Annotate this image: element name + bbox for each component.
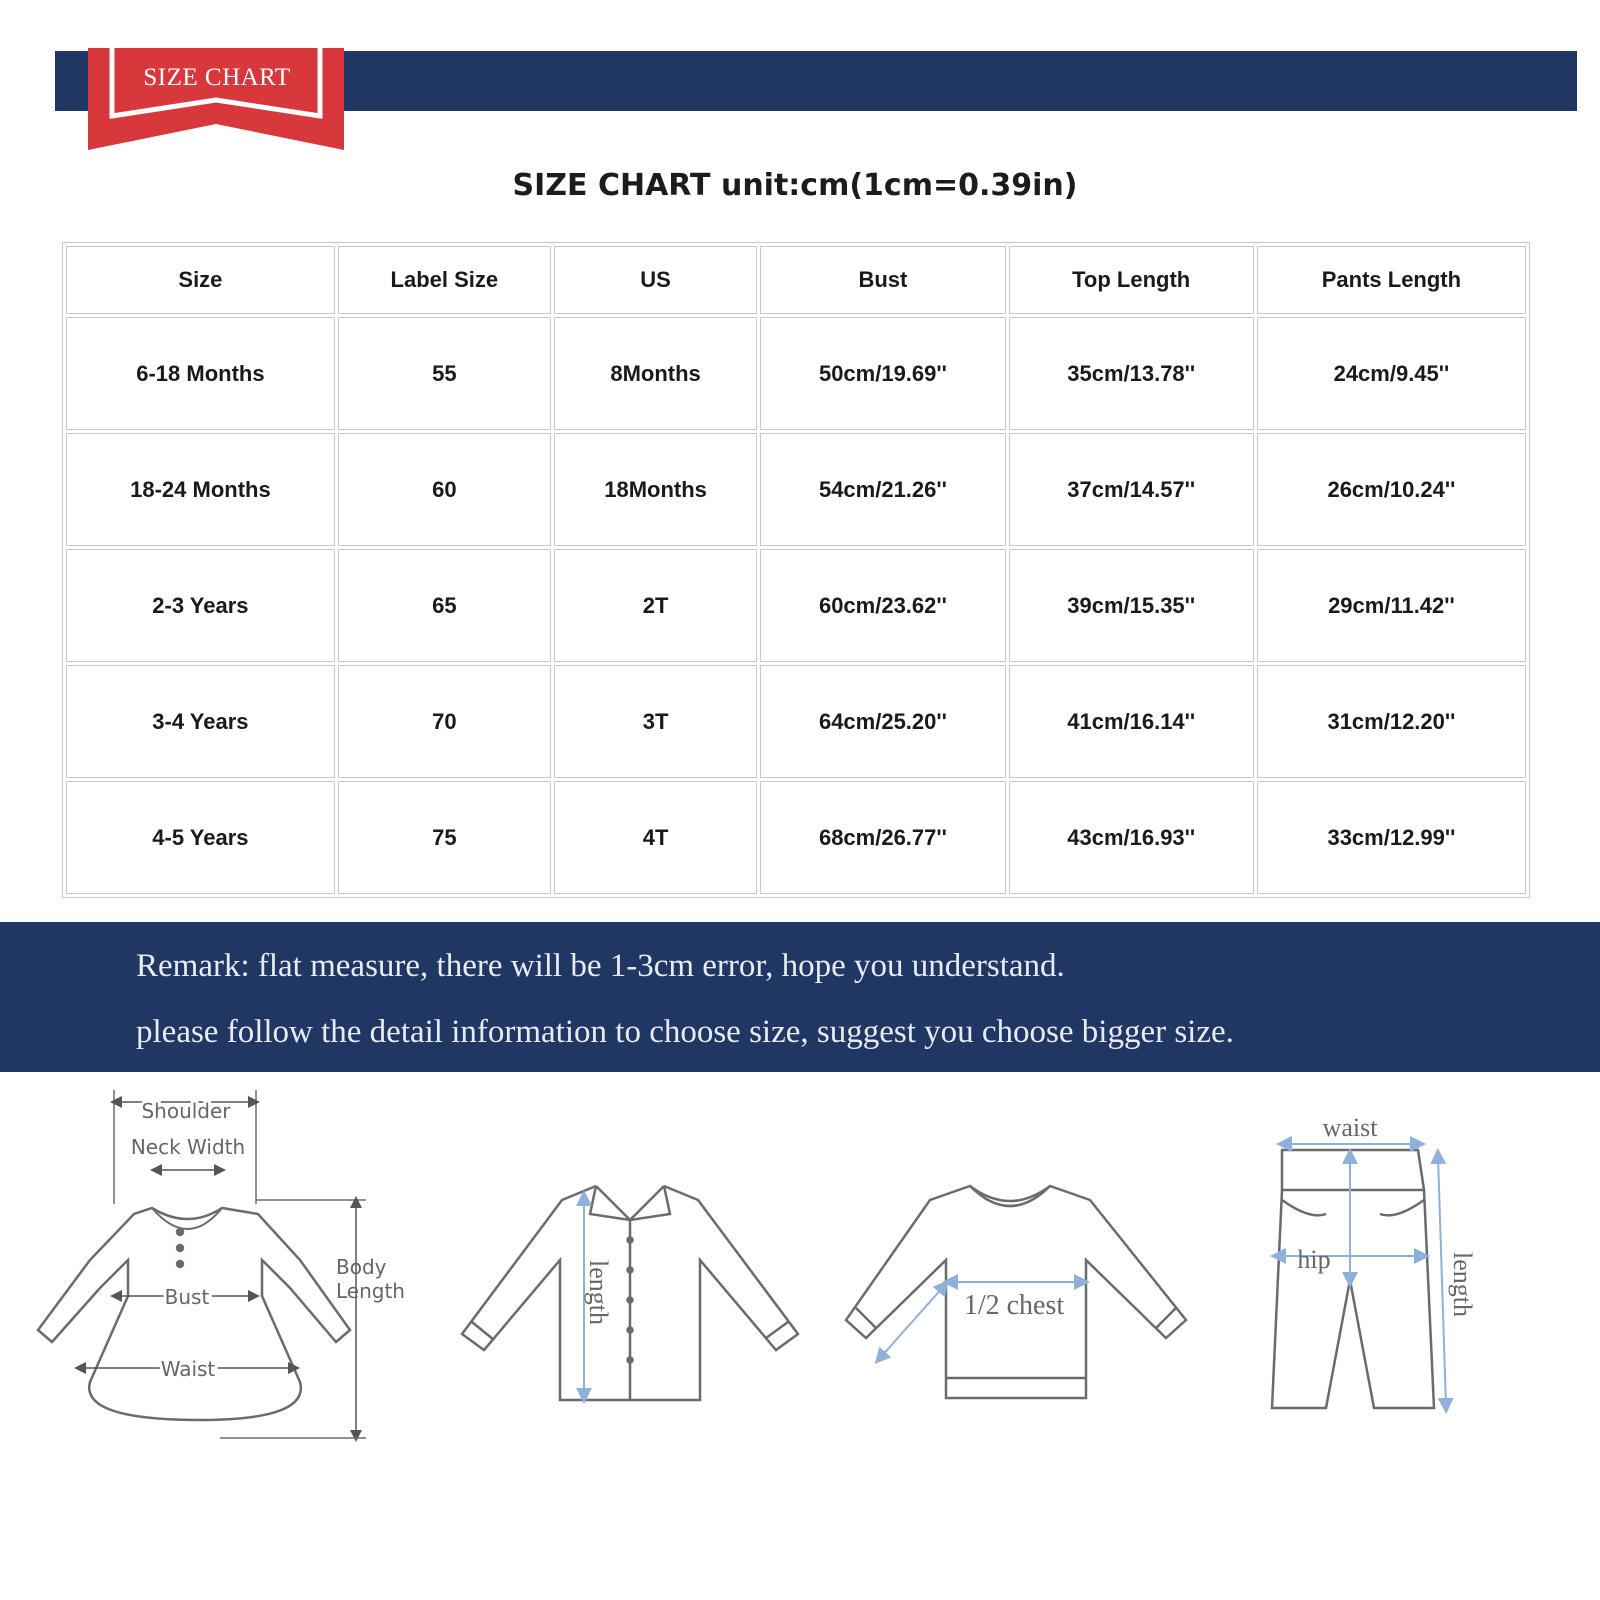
cell-pants-length: 29cm/11.42'' — [1257, 549, 1526, 662]
remark-line-2: please follow the detail information to choose size, suggest you choose bigger size. — [136, 1014, 1234, 1050]
cell-label-size: 75 — [338, 781, 551, 894]
label-pants-hip: hip — [1297, 1245, 1331, 1274]
remark-line-1: Remark: flat measure, there will be 1-3cm error, hope you understand. — [136, 948, 1065, 984]
cell-pants-length: 33cm/12.99'' — [1257, 781, 1526, 894]
cell-top-length: 35cm/13.78'' — [1009, 317, 1254, 430]
remark-band — [0, 922, 1600, 1072]
cell-size: 3-4 Years — [66, 665, 335, 778]
table-row — [66, 317, 1526, 430]
cell-size: 18-24 Months — [66, 433, 335, 546]
header-pants-length: Pants Length — [1257, 246, 1526, 314]
header-bust: Bust — [760, 246, 1005, 314]
label-pants-waist: waist — [1322, 1113, 1378, 1142]
size-table — [62, 242, 1530, 898]
header-top-length: Top Length — [1009, 246, 1254, 314]
cell-label-size: 70 — [338, 665, 551, 778]
cell-pants-length: 26cm/10.24'' — [1257, 433, 1526, 546]
cell-size: 2-3 Years — [66, 549, 335, 662]
label-neck-width: Neck Width — [130, 1135, 246, 1159]
cell-us: 4T — [554, 781, 757, 894]
cell-us: 2T — [554, 549, 757, 662]
cell-bust: 50cm/19.69'' — [760, 317, 1005, 430]
table-row — [66, 549, 1526, 662]
table-row — [66, 781, 1526, 894]
label-waist: Waist — [160, 1357, 216, 1381]
header-size: Size — [66, 246, 335, 314]
cell-top-length: 37cm/14.57'' — [1009, 433, 1254, 546]
table-row — [66, 665, 1526, 778]
cell-label-size: 65 — [338, 549, 551, 662]
pants-diagram — [1272, 1144, 1446, 1408]
label-shoulder: Shoulder — [141, 1099, 231, 1123]
cell-bust: 68cm/26.77'' — [760, 781, 1005, 894]
cell-pants-length: 24cm/9.45'' — [1257, 317, 1526, 430]
ribbon-label: SIZE CHART — [143, 64, 291, 91]
cell-bust: 64cm/25.20'' — [760, 665, 1005, 778]
label-half-chest: 1/2 chest — [963, 1290, 1065, 1321]
cell-top-length: 39cm/15.35'' — [1009, 549, 1254, 662]
label-length: Length — [336, 1279, 405, 1303]
cell-us: 3T — [554, 665, 757, 778]
label-bust: Bust — [164, 1285, 210, 1309]
cell-size: 4-5 Years — [66, 781, 335, 894]
measurement-diagrams — [0, 1090, 1600, 1450]
chart-title: SIZE CHART unit:cm(1cm=0.39in) — [512, 168, 1078, 203]
cell-bust: 60cm/23.62'' — [760, 549, 1005, 662]
header-label-size: Label Size — [338, 246, 551, 314]
cell-us: 18Months — [554, 433, 757, 546]
cell-pants-length: 31cm/12.20'' — [1257, 665, 1526, 778]
cell-label-size: 55 — [338, 317, 551, 430]
label-pants-length: length — [1448, 1252, 1477, 1317]
table-row — [66, 433, 1526, 546]
cell-size: 6-18 Months — [66, 317, 335, 430]
cell-label-size: 60 — [338, 433, 551, 546]
label-body: Body — [336, 1255, 387, 1279]
cell-bust: 54cm/21.26'' — [760, 433, 1005, 546]
table-header-row — [66, 246, 1526, 314]
cell-top-length: 43cm/16.93'' — [1009, 781, 1254, 894]
shirt-diagram — [462, 1186, 798, 1400]
cell-us: 8Months — [554, 317, 757, 430]
label-shirt-length: length — [584, 1260, 613, 1325]
cell-top-length: 41cm/16.14'' — [1009, 665, 1254, 778]
header-us: US — [554, 246, 757, 314]
